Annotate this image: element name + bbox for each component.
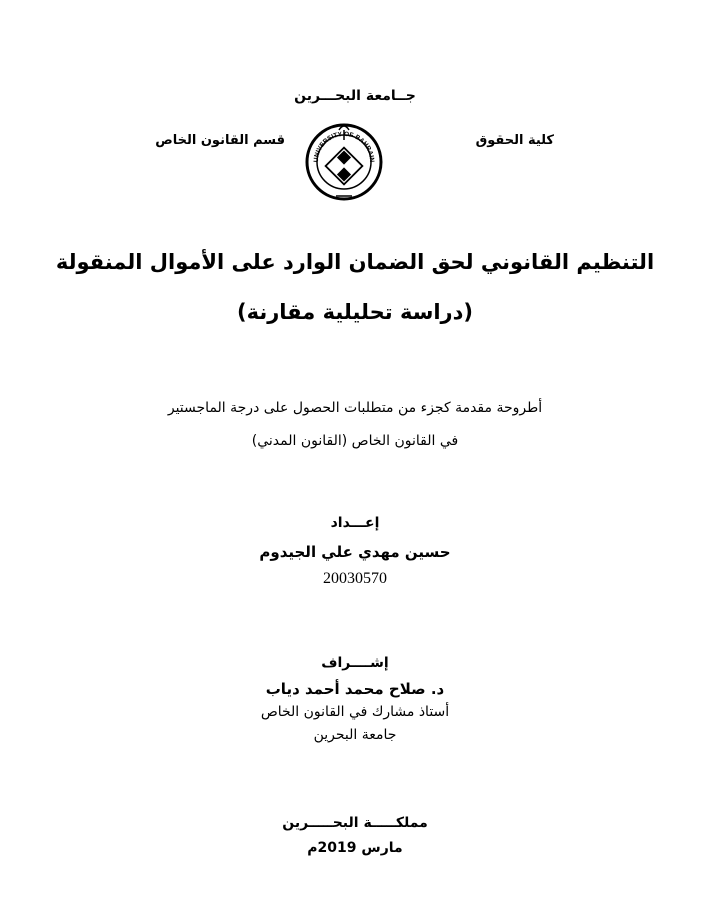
student-id: 20030570 bbox=[323, 570, 387, 587]
thesis-title: التنظيم القانوني لحق الضمان الوارد على الأموال المنقولة bbox=[55, 250, 655, 274]
supervisor-university: جامعة البحرين bbox=[313, 727, 397, 743]
university-seal-icon bbox=[304, 112, 384, 212]
prepared-by-label: إعـــداد bbox=[330, 515, 380, 531]
thesis-subtitle: (دراسة تحليلية مقارنة) bbox=[236, 300, 474, 324]
supervision-label: إشــــراف bbox=[321, 655, 389, 671]
faculty-name: كلية الحقوق bbox=[475, 133, 554, 148]
department-name: قسم القانون الخاص bbox=[155, 133, 285, 148]
thesis-specialization: في القانون الخاص (القانون المدني) bbox=[251, 433, 459, 449]
author-name: حسين مهدي علي الجيدوم bbox=[259, 543, 451, 561]
thesis-description: أطروحة مقدمة كجزء من متطلبات الحصول على درجة الماجستير bbox=[167, 400, 543, 416]
kingdom-name: مملكـــــة البحـــــرين bbox=[282, 815, 428, 831]
university-name: جــامعة البحـــرين bbox=[294, 88, 416, 104]
seal-diamond bbox=[326, 148, 363, 185]
submission-date: مارس 2019م bbox=[307, 840, 403, 856]
supervisor-name: د. صلاح محمد أحمد دياب bbox=[265, 680, 445, 698]
seal-text: UNIVERSITY OF BAHRAIN bbox=[312, 130, 376, 163]
supervisor-title: أستاذ مشارك في القانون الخاص bbox=[260, 704, 450, 720]
